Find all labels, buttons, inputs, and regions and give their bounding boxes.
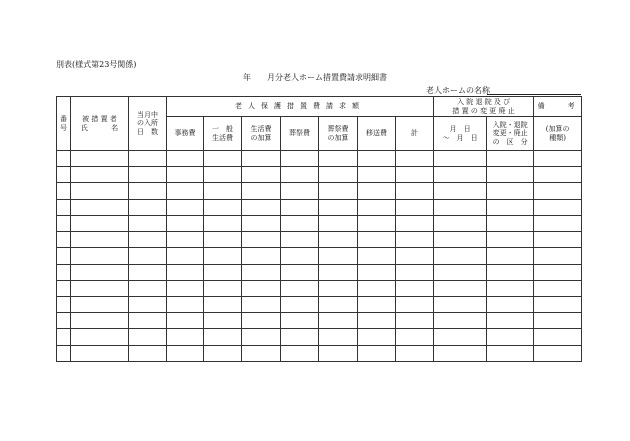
table-cell[interactable] bbox=[434, 215, 487, 231]
table-cell[interactable] bbox=[319, 345, 358, 361]
table-cell[interactable] bbox=[534, 183, 582, 199]
table-cell[interactable] bbox=[319, 313, 358, 329]
table-cell[interactable] bbox=[204, 296, 242, 312]
table-cell[interactable] bbox=[487, 232, 534, 248]
table-cell[interactable] bbox=[487, 167, 534, 183]
table-cell[interactable] bbox=[319, 264, 358, 280]
table-cell[interactable] bbox=[129, 248, 167, 264]
table-cell[interactable] bbox=[396, 296, 434, 312]
table-cell[interactable] bbox=[242, 151, 281, 167]
table-cell[interactable] bbox=[167, 151, 204, 167]
table-cell[interactable] bbox=[396, 313, 434, 329]
table-cell[interactable] bbox=[434, 329, 487, 345]
table-cell[interactable] bbox=[281, 151, 319, 167]
table-cell[interactable] bbox=[434, 313, 487, 329]
table-cell[interactable] bbox=[167, 329, 204, 345]
table-cell[interactable] bbox=[319, 151, 358, 167]
table-cell[interactable] bbox=[396, 215, 434, 231]
table-cell[interactable] bbox=[434, 199, 487, 215]
header-funeral-addition: 葬祭費 の加算 bbox=[319, 117, 358, 151]
table-cell[interactable] bbox=[204, 183, 242, 199]
table-cell[interactable] bbox=[534, 345, 582, 361]
table-cell[interactable] bbox=[358, 167, 396, 183]
table-cell[interactable] bbox=[71, 329, 129, 345]
table-cell[interactable] bbox=[281, 313, 319, 329]
table-cell[interactable] bbox=[242, 296, 281, 312]
table-cell[interactable] bbox=[57, 215, 71, 231]
table-cell[interactable] bbox=[167, 232, 204, 248]
header-funeral-cost: 葬祭費 bbox=[281, 117, 319, 151]
table-cell[interactable] bbox=[57, 329, 71, 345]
table-cell[interactable] bbox=[129, 329, 167, 345]
table-cell[interactable] bbox=[281, 183, 319, 199]
table-cell[interactable] bbox=[57, 280, 71, 296]
table-cell[interactable] bbox=[242, 215, 281, 231]
table-cell[interactable] bbox=[281, 345, 319, 361]
table-cell[interactable] bbox=[396, 183, 434, 199]
table-cell[interactable] bbox=[534, 215, 582, 231]
claim-detail-table bbox=[56, 96, 582, 362]
table-cell[interactable] bbox=[281, 232, 319, 248]
table-cell[interactable] bbox=[434, 280, 487, 296]
table-cell[interactable] bbox=[71, 264, 129, 280]
header-change-category: 入院・退院 変更・廃止 の 区 分 bbox=[487, 117, 534, 151]
table-cell[interactable] bbox=[281, 329, 319, 345]
table-cell[interactable] bbox=[242, 199, 281, 215]
table-cell[interactable] bbox=[167, 296, 204, 312]
table-cell[interactable] bbox=[129, 280, 167, 296]
form-title: 年 月分老人ホーム措置費請求明細書 bbox=[243, 73, 387, 82]
table-cell[interactable] bbox=[204, 232, 242, 248]
table-cell[interactable] bbox=[129, 232, 167, 248]
table-cell[interactable] bbox=[129, 167, 167, 183]
table-cell[interactable] bbox=[204, 329, 242, 345]
table-cell[interactable] bbox=[396, 280, 434, 296]
table-cell[interactable] bbox=[487, 345, 534, 361]
table-cell[interactable] bbox=[319, 329, 358, 345]
table-cell[interactable] bbox=[534, 296, 582, 312]
table-cell[interactable] bbox=[242, 329, 281, 345]
header-claim-group: 老人保護措置費請求額 bbox=[167, 97, 434, 117]
table-cell[interactable] bbox=[434, 296, 487, 312]
table-cell[interactable] bbox=[281, 199, 319, 215]
table-cell[interactable] bbox=[396, 329, 434, 345]
table-cell[interactable] bbox=[57, 183, 71, 199]
table-cell[interactable] bbox=[57, 264, 71, 280]
table-cell[interactable] bbox=[57, 151, 71, 167]
table-row bbox=[57, 167, 582, 183]
table-cell[interactable] bbox=[71, 167, 129, 183]
table-cell[interactable] bbox=[319, 215, 358, 231]
table-cell[interactable] bbox=[534, 329, 582, 345]
table-cell[interactable] bbox=[129, 264, 167, 280]
table-cell[interactable] bbox=[319, 280, 358, 296]
table-row bbox=[57, 329, 582, 345]
table-cell[interactable] bbox=[242, 248, 281, 264]
table-cell[interactable] bbox=[487, 280, 534, 296]
header-remarks: 備 考 bbox=[534, 97, 582, 117]
header-person-name: 被 措 置 者 氏 名 bbox=[71, 97, 129, 151]
table-cell[interactable] bbox=[534, 232, 582, 248]
table-cell[interactable] bbox=[167, 345, 204, 361]
table-cell[interactable] bbox=[129, 345, 167, 361]
table-cell[interactable] bbox=[487, 151, 534, 167]
table-cell[interactable] bbox=[204, 264, 242, 280]
table-cell[interactable] bbox=[396, 232, 434, 248]
home-name-label: 老人ホームの名称 bbox=[426, 86, 490, 95]
table-cell[interactable] bbox=[129, 296, 167, 312]
table-cell[interactable] bbox=[358, 215, 396, 231]
table-cell[interactable] bbox=[167, 183, 204, 199]
table-cell[interactable] bbox=[71, 232, 129, 248]
table-cell[interactable] bbox=[358, 151, 396, 167]
table-cell[interactable] bbox=[57, 248, 71, 264]
table-cell[interactable] bbox=[534, 248, 582, 264]
header-remarks-sub: (加算の 種類) bbox=[534, 117, 582, 151]
table-cell[interactable] bbox=[358, 329, 396, 345]
table-cell[interactable] bbox=[204, 167, 242, 183]
table-row bbox=[57, 151, 582, 167]
table-cell[interactable] bbox=[487, 215, 534, 231]
table-cell[interactable] bbox=[71, 248, 129, 264]
header-office-cost: 事務費 bbox=[167, 117, 204, 151]
table-row bbox=[57, 232, 582, 248]
header-total: 計 bbox=[396, 117, 434, 151]
header-number: 番 号 bbox=[57, 97, 71, 151]
table-cell[interactable] bbox=[71, 199, 129, 215]
table-cell[interactable] bbox=[319, 183, 358, 199]
table-cell[interactable] bbox=[167, 264, 204, 280]
table-cell[interactable] bbox=[396, 248, 434, 264]
header-date-range: 月 日 ～ 月 日 bbox=[434, 117, 487, 151]
table-body bbox=[57, 151, 582, 362]
table-cell[interactable] bbox=[242, 232, 281, 248]
table-cell[interactable] bbox=[242, 280, 281, 296]
table-cell[interactable] bbox=[319, 199, 358, 215]
table-cell[interactable] bbox=[57, 167, 71, 183]
table-cell[interactable] bbox=[71, 280, 129, 296]
table-cell[interactable] bbox=[487, 199, 534, 215]
table-cell[interactable] bbox=[319, 167, 358, 183]
table-cell[interactable] bbox=[358, 313, 396, 329]
table-cell[interactable] bbox=[434, 248, 487, 264]
header-transport-cost: 移送費 bbox=[358, 117, 396, 151]
table-cell[interactable] bbox=[281, 280, 319, 296]
table-row bbox=[57, 313, 582, 329]
table-cell[interactable] bbox=[434, 345, 487, 361]
table-row bbox=[57, 345, 582, 361]
header-general-living: 一 般 生活費 bbox=[204, 117, 242, 151]
table-cell[interactable] bbox=[57, 296, 71, 312]
table-cell[interactable] bbox=[204, 313, 242, 329]
table-cell[interactable] bbox=[487, 264, 534, 280]
table-cell[interactable] bbox=[487, 183, 534, 199]
table-cell[interactable] bbox=[281, 248, 319, 264]
table-row bbox=[57, 183, 582, 199]
table-cell[interactable] bbox=[358, 232, 396, 248]
table-cell[interactable] bbox=[281, 167, 319, 183]
table-cell[interactable] bbox=[57, 345, 71, 361]
table-cell[interactable] bbox=[242, 167, 281, 183]
table-cell[interactable] bbox=[358, 264, 396, 280]
table-cell[interactable] bbox=[487, 329, 534, 345]
table-row bbox=[57, 199, 582, 215]
table-cell[interactable] bbox=[204, 345, 242, 361]
table-cell[interactable] bbox=[358, 199, 396, 215]
table-cell[interactable] bbox=[167, 167, 204, 183]
table-row bbox=[57, 296, 582, 312]
table-cell[interactable] bbox=[434, 167, 487, 183]
header-days-in-month: 当月中 の入所 日 数 bbox=[129, 97, 167, 151]
header-living-addition: 生活費 の加算 bbox=[242, 117, 281, 151]
table-cell[interactable] bbox=[71, 183, 129, 199]
table-cell[interactable] bbox=[319, 232, 358, 248]
table-cell[interactable] bbox=[129, 183, 167, 199]
table-row bbox=[57, 215, 582, 231]
table-cell[interactable] bbox=[434, 232, 487, 248]
table-cell[interactable] bbox=[534, 167, 582, 183]
table-cell[interactable] bbox=[71, 215, 129, 231]
table-cell[interactable] bbox=[319, 296, 358, 312]
table-cell[interactable] bbox=[167, 215, 204, 231]
table-row bbox=[57, 280, 582, 296]
table-cell[interactable] bbox=[129, 199, 167, 215]
table-row bbox=[57, 264, 582, 280]
table-cell[interactable] bbox=[396, 345, 434, 361]
table-cell[interactable] bbox=[534, 313, 582, 329]
table-cell[interactable] bbox=[57, 313, 71, 329]
table-cell[interactable] bbox=[129, 313, 167, 329]
table-cell[interactable] bbox=[242, 264, 281, 280]
table-cell[interactable] bbox=[204, 248, 242, 264]
table-cell[interactable] bbox=[487, 313, 534, 329]
table-cell[interactable] bbox=[167, 280, 204, 296]
table-cell[interactable] bbox=[396, 264, 434, 280]
table-cell[interactable] bbox=[396, 151, 434, 167]
header-change-group: 入 院 退 院 及 び 措 置 の 変 更 廃 止 bbox=[434, 97, 534, 117]
table-cell[interactable] bbox=[487, 296, 534, 312]
table-cell[interactable] bbox=[242, 183, 281, 199]
table-cell[interactable] bbox=[129, 151, 167, 167]
table-cell[interactable] bbox=[358, 280, 396, 296]
table-cell[interactable] bbox=[534, 264, 582, 280]
table-cell[interactable] bbox=[358, 296, 396, 312]
table-row bbox=[57, 248, 582, 264]
table-cell[interactable] bbox=[204, 215, 242, 231]
table-cell[interactable] bbox=[281, 215, 319, 231]
table-cell[interactable] bbox=[358, 345, 396, 361]
table-cell[interactable] bbox=[534, 151, 582, 167]
table-cell[interactable] bbox=[281, 264, 319, 280]
table-cell[interactable] bbox=[204, 280, 242, 296]
form-reference: 別表(様式第23号関係) bbox=[56, 60, 137, 69]
table-cell[interactable] bbox=[71, 345, 129, 361]
table-cell[interactable] bbox=[319, 248, 358, 264]
table-cell[interactable] bbox=[242, 313, 281, 329]
table-cell[interactable] bbox=[281, 296, 319, 312]
table-cell[interactable] bbox=[434, 151, 487, 167]
table-cell[interactable] bbox=[434, 183, 487, 199]
table-cell[interactable] bbox=[167, 199, 204, 215]
table-cell[interactable] bbox=[167, 313, 204, 329]
table-cell[interactable] bbox=[534, 199, 582, 215]
table-cell[interactable] bbox=[204, 151, 242, 167]
table-cell[interactable] bbox=[487, 248, 534, 264]
table-cell[interactable] bbox=[358, 183, 396, 199]
table-cell[interactable] bbox=[71, 151, 129, 167]
table-cell[interactable] bbox=[396, 167, 434, 183]
table-cell[interactable] bbox=[71, 313, 129, 329]
table-cell[interactable] bbox=[242, 345, 281, 361]
table-cell[interactable] bbox=[358, 248, 396, 264]
home-name-field[interactable] bbox=[487, 94, 581, 95]
table-cell[interactable] bbox=[204, 199, 242, 215]
table-cell[interactable] bbox=[57, 199, 71, 215]
table-cell[interactable] bbox=[167, 248, 204, 264]
table-cell[interactable] bbox=[57, 232, 71, 248]
table-cell[interactable] bbox=[396, 199, 434, 215]
table-cell[interactable] bbox=[534, 280, 582, 296]
table-cell[interactable] bbox=[129, 215, 167, 231]
table-cell[interactable] bbox=[71, 296, 129, 312]
table-cell[interactable] bbox=[434, 264, 487, 280]
